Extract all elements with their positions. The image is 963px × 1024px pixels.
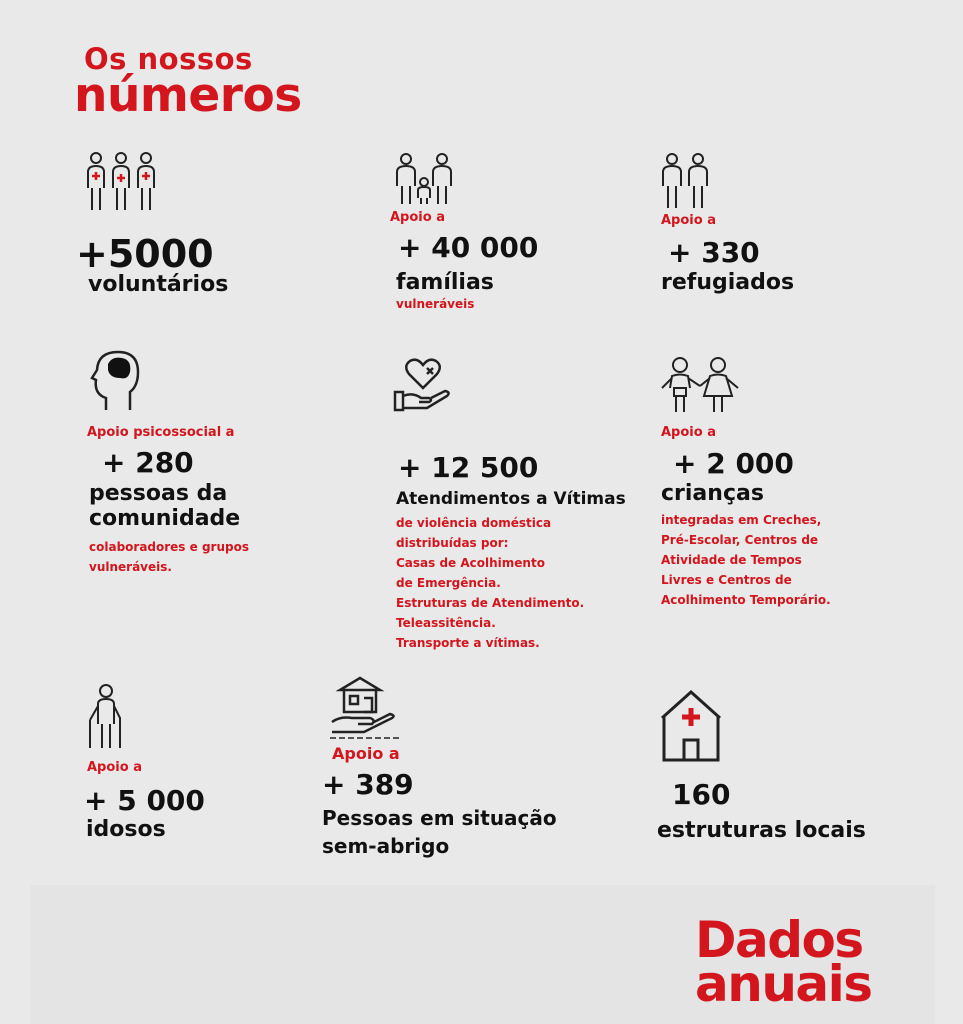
psicossocial-number: + 280 bbox=[102, 446, 194, 479]
title-line-2: números bbox=[74, 68, 302, 123]
idosos-prefix: Apoio a bbox=[87, 760, 142, 775]
familias-label: famílias bbox=[396, 270, 494, 295]
head-brain-icon bbox=[92, 350, 142, 412]
volunteers-icon bbox=[84, 150, 160, 212]
criancas-line-3: Atividade de Tempos bbox=[661, 553, 802, 567]
refugees-icon bbox=[660, 152, 714, 210]
footer-line-1: Dados bbox=[695, 911, 863, 969]
criancas-number: + 2 000 bbox=[673, 447, 794, 480]
psicossocial-note-1: colaboradores e grupos bbox=[89, 540, 249, 554]
estruturas-label: estruturas locais bbox=[657, 818, 866, 843]
criancas-line-4: Livres e Centros de bbox=[661, 573, 792, 587]
refugiados-label: refugiados bbox=[661, 270, 795, 295]
hospital-icon bbox=[660, 690, 722, 762]
voluntarios-label: voluntários bbox=[88, 272, 229, 297]
elderly-icon bbox=[86, 684, 126, 750]
psicossocial-label-1: pessoas da bbox=[89, 481, 228, 506]
vitimas-label: Atendimentos a Vítimas bbox=[396, 489, 626, 509]
refugiados-number: + 330 bbox=[668, 236, 760, 269]
psicossocial-note-2: vulneráveis. bbox=[89, 560, 172, 574]
vitimas-line-1: de violência doméstica bbox=[396, 516, 552, 530]
criancas-line-1: integradas em Creches, bbox=[661, 513, 822, 527]
criancas-label: crianças bbox=[661, 481, 764, 506]
idosos-label: idosos bbox=[86, 817, 166, 842]
vitimas-line-6: Teleassitência. bbox=[396, 616, 496, 630]
vitimas-line-4: de Emergência. bbox=[396, 576, 501, 590]
psicossocial-label-2: comunidade bbox=[89, 506, 241, 531]
estruturas-number: 160 bbox=[672, 778, 731, 811]
semabrigo-prefix: Apoio a bbox=[332, 744, 400, 763]
voluntarios-number: +5000 bbox=[76, 232, 214, 276]
idosos-number: + 5 000 bbox=[84, 784, 205, 817]
children-icon bbox=[660, 356, 742, 414]
vitimas-line-5: Estruturas de Atendimento. bbox=[396, 596, 585, 610]
footer-title bbox=[695, 911, 872, 1013]
vitimas-line-3: Casas de Acolhimento bbox=[396, 556, 545, 570]
familias-number: + 40 000 bbox=[398, 231, 539, 264]
vitimas-number: + 12 500 bbox=[398, 451, 539, 484]
criancas-prefix: Apoio a bbox=[661, 425, 716, 440]
criancas-line-2: Pré-Escolar, Centros de bbox=[661, 533, 819, 547]
semabrigo-label-1: Pessoas em situação bbox=[322, 806, 557, 830]
criancas-line-5: Acolhimento Temporário. bbox=[661, 593, 831, 607]
family-icon bbox=[394, 152, 458, 206]
heart-hand-icon bbox=[393, 354, 453, 414]
refugiados-prefix: Apoio a bbox=[661, 213, 716, 228]
semabrigo-number: + 389 bbox=[322, 768, 414, 801]
house-hand-icon bbox=[330, 676, 402, 740]
vitimas-line-7: Transporte a vítimas. bbox=[396, 636, 540, 650]
title-line-1: Os nossos bbox=[84, 42, 253, 76]
familias-note: vulneráveis bbox=[396, 297, 475, 311]
vitimas-line-2: distribuídas por: bbox=[396, 536, 509, 550]
semabrigo-label-2: sem-abrigo bbox=[322, 834, 450, 858]
psicossocial-prefix: Apoio psicossocial a bbox=[87, 425, 235, 440]
footer-line-2: anuais bbox=[695, 955, 872, 1013]
familias-prefix: Apoio a bbox=[390, 210, 445, 225]
